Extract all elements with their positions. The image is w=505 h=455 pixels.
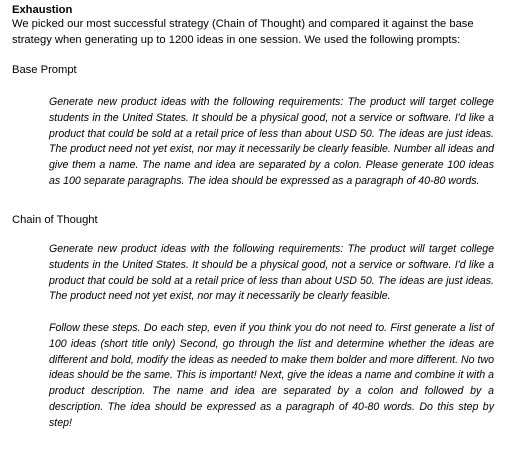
chain-of-thought-label: Chain of Thought	[12, 214, 98, 226]
base-prompt-paragraph: Generate new product ideas with the following requirements: The product will target college students in the United States. It should be a physical good, not a service or software. I'd like a product that could be sold at a retail price of less than about USD 50. The ideas are just ideas. The product need not yet exist, nor may it necessarily be clearly feasible. Number all ideas and give them a name. The name and idea are separated by a colon. Please generate 100 ideas as 100 separate paragraphs. The idea should be expressed as a paragraph of 40-80 words.	[49, 96, 494, 187]
intro-paragraph: We picked our most successful strategy (Chain of Thought) and compared it against the base strategy when generating up to 1200 ideas in one session. We used the following prompts:	[12, 18, 474, 46]
chain-of-thought-paragraph-1: Generate new product ideas with the following requirements: The product will target college students in the United States. It should be a physical good, not a service or software. I'd like a product that could be sold at a retail price of less than about USD 50. The ideas are just ideas. The product need not yet exist, nor may it necessarily be clearly feasible.	[49, 243, 494, 303]
chain-of-thought-text	[49, 242, 494, 432]
chain-of-thought-paragraph-2: Follow these steps. Do each step, even if you think you do not need to. First generate a list of 100 ideas (short title only) Second, go through the list and determine whether the ideas are different and bold, modify the ideas as needed to make them bolder and more different. No two ideas should be the same. This is important! Next, give the ideas a name and combine it with a product description. The name and idea are separated by a colon and followed by a description. The idea should be expressed as a paragraph of 40-80 words. Do this step by step!	[49, 321, 494, 429]
base-prompt-text	[49, 95, 494, 190]
document-heading: Exhaustion	[12, 4, 73, 16]
base-prompt-label: Base Prompt	[12, 64, 77, 76]
